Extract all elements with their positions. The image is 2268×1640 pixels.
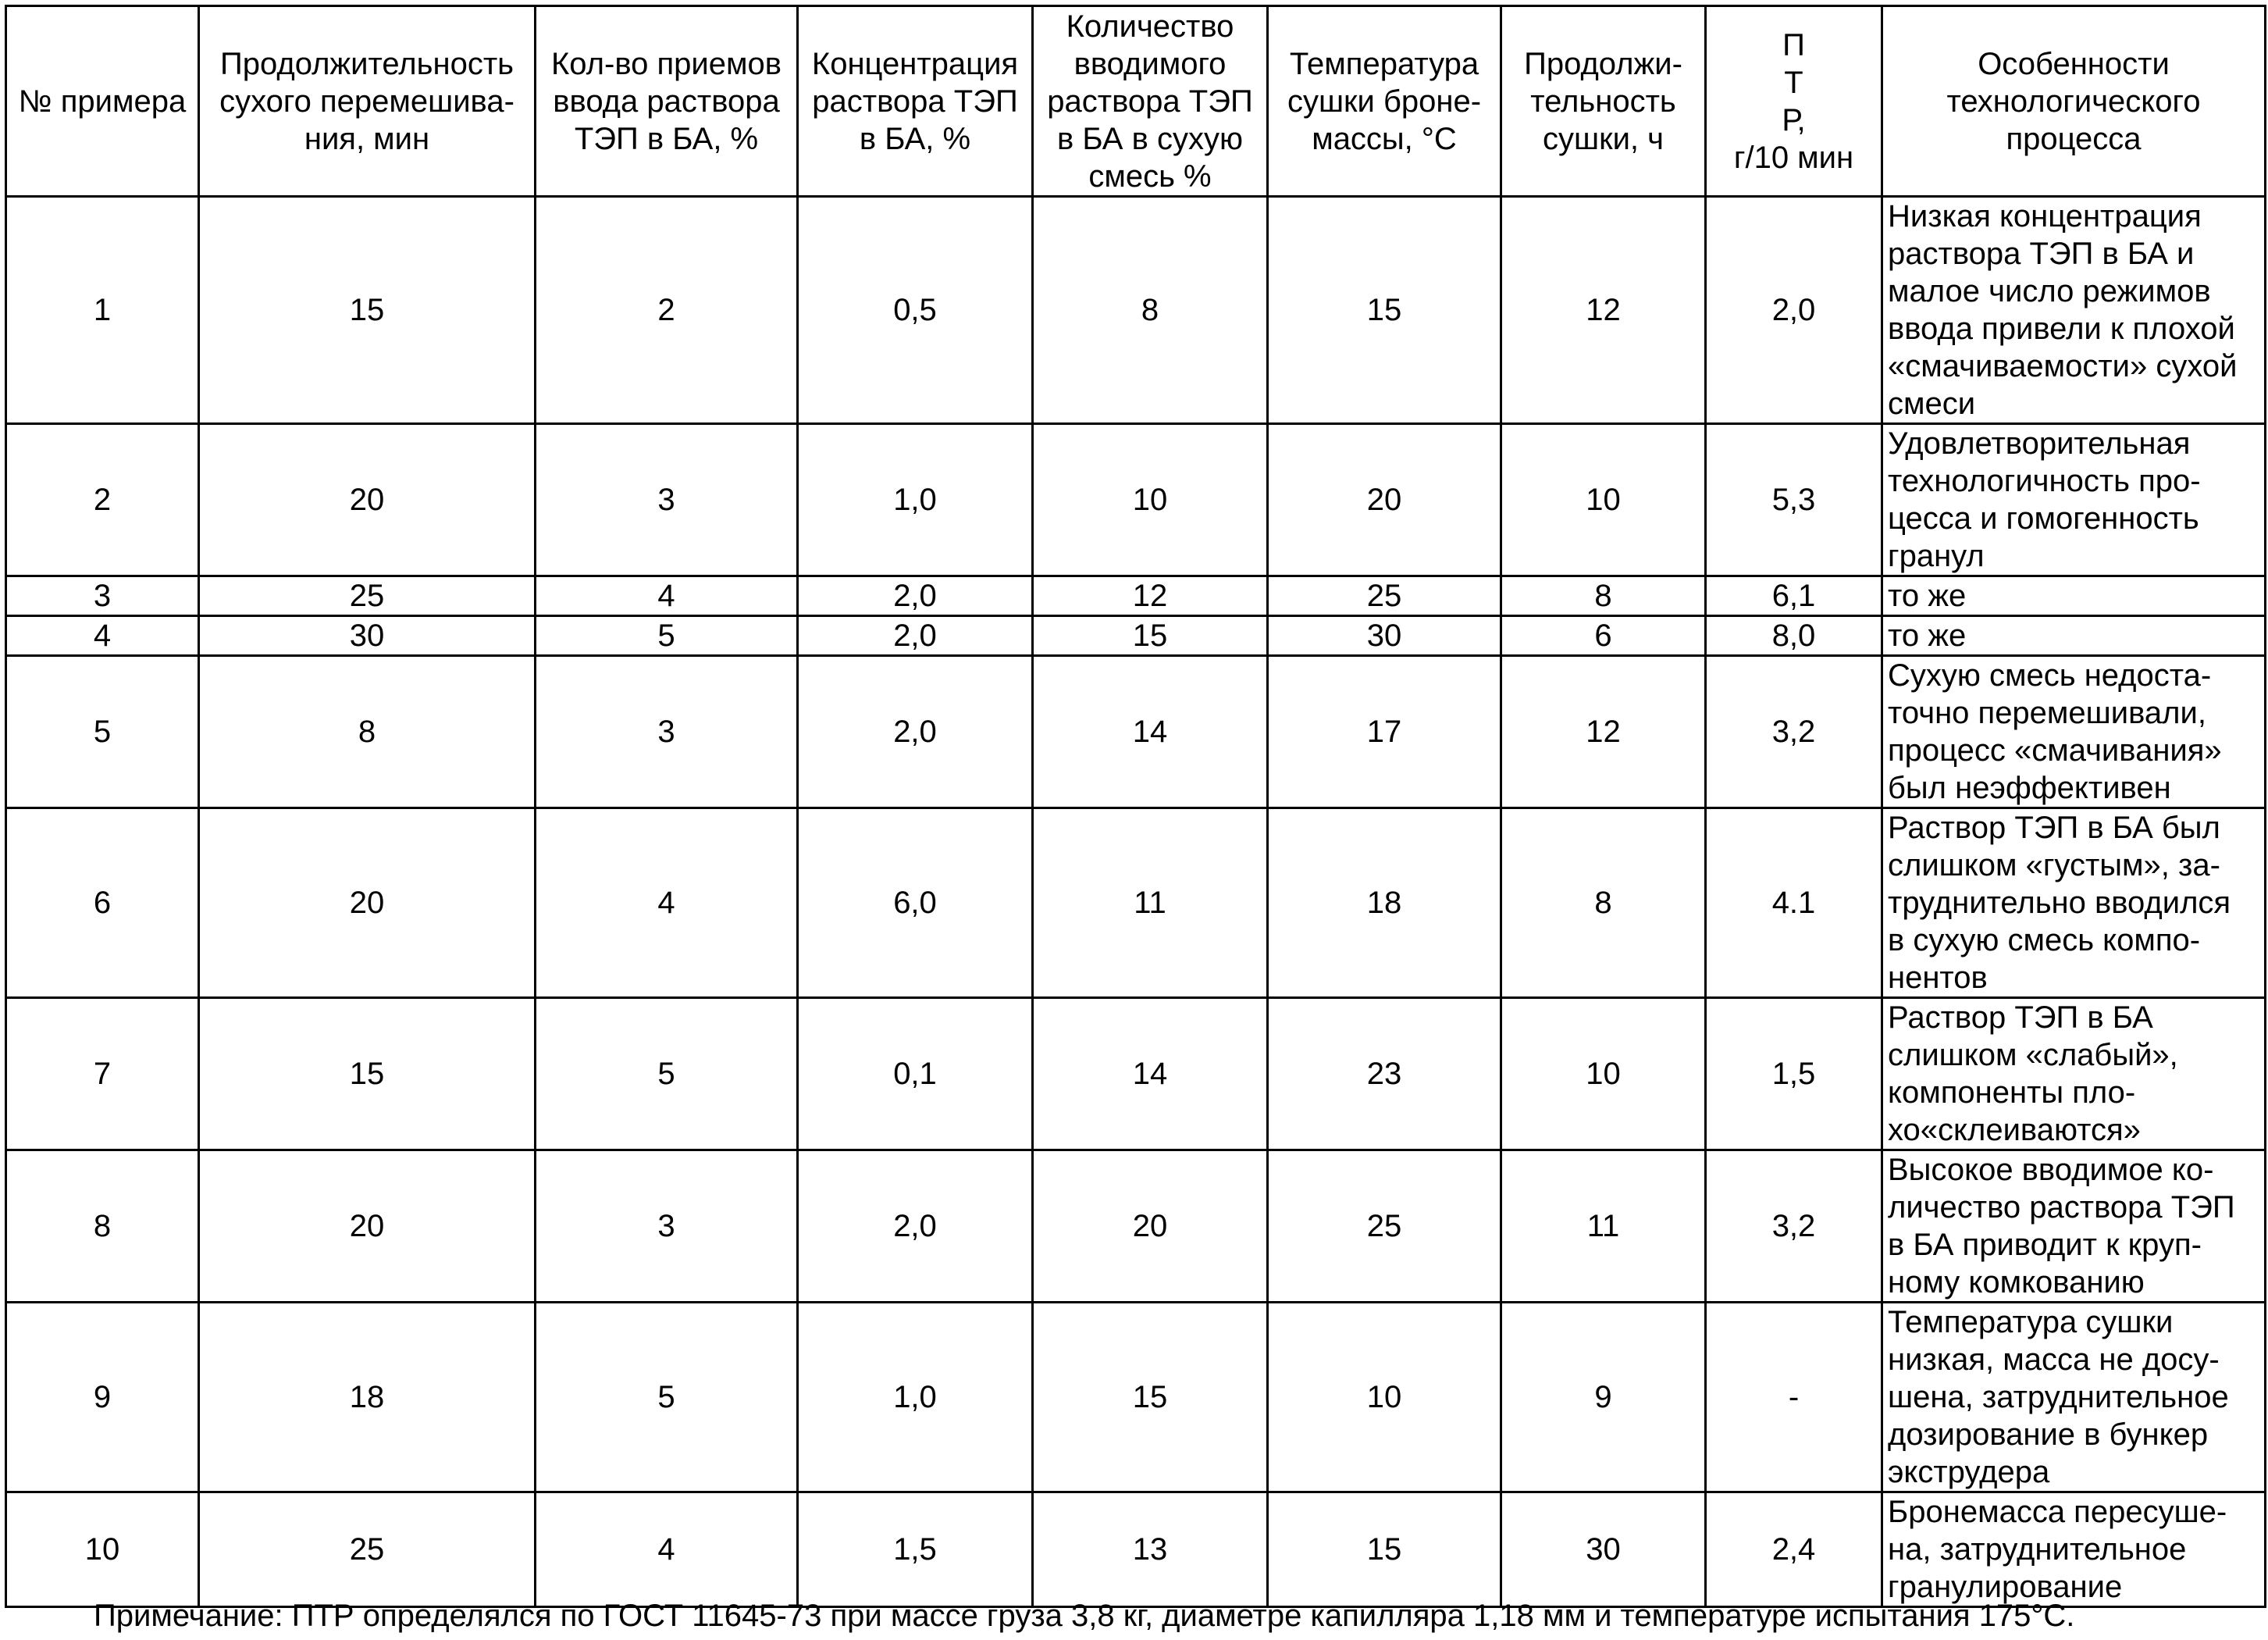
cell-solution-concentration: 1,0 <box>798 424 1033 576</box>
cell-melt-flow-rate: 6,1 <box>1706 576 1882 616</box>
cell-dry-mixing-duration: 15 <box>199 197 536 424</box>
table-row <box>6 998 2266 1150</box>
cell-example-number: 5 <box>6 656 199 808</box>
cell-solution-concentration: 0,5 <box>798 197 1033 424</box>
header-solution-amount: Количество вводимого раствора ТЭП в БА в сухую смесь % <box>1033 6 1268 197</box>
cell-drying-temperature: 15 <box>1268 197 1501 424</box>
cell-dry-mixing-duration: 15 <box>199 998 536 1150</box>
cell-drying-temperature: 25 <box>1268 1150 1501 1303</box>
cell-example-number: 3 <box>6 576 199 616</box>
cell-drying-duration: 9 <box>1501 1303 1706 1492</box>
cell-dry-mixing-duration: 18 <box>199 1303 536 1492</box>
cell-solution-concentration: 2,0 <box>798 576 1033 616</box>
cell-dry-mixing-duration: 30 <box>199 616 536 656</box>
cell-drying-temperature: 15 <box>1268 1492 1501 1607</box>
cell-example-number: 9 <box>6 1303 199 1492</box>
cell-dry-mixing-duration: 20 <box>199 808 536 998</box>
cell-solution-concentration: 1,0 <box>798 1303 1033 1492</box>
table-row <box>6 616 2266 656</box>
cell-example-number: 6 <box>6 808 199 998</box>
cell-melt-flow-rate: 4.1 <box>1706 808 1882 998</box>
table-row <box>6 1303 2266 1492</box>
table-row <box>6 576 2266 616</box>
cell-input-count: 4 <box>536 808 798 998</box>
cell-input-count: 3 <box>536 1150 798 1303</box>
cell-drying-temperature: 17 <box>1268 656 1501 808</box>
header-input-count: Кол-во приемов ввода раствора ТЭП в БА, % <box>536 6 798 197</box>
cell-solution-concentration: 2,0 <box>798 1150 1033 1303</box>
cell-melt-flow-rate: 8,0 <box>1706 616 1882 656</box>
table-body <box>6 197 2266 1607</box>
header-drying-temperature: Температура сушки броне- массы, °С <box>1268 6 1501 197</box>
cell-drying-duration: 11 <box>1501 1150 1706 1303</box>
cell-melt-flow-rate: 2,4 <box>1706 1492 1882 1607</box>
cell-solution-amount: 15 <box>1033 1303 1268 1492</box>
cell-input-count: 5 <box>536 616 798 656</box>
table-note: Примечание: ПТР определялся по ГОСТ 11645-73 при массе груза 3,8 кг, диаметре капилляра 1,18 мм и температуре испытания 175°С. <box>94 1597 2074 1635</box>
cell-solution-amount: 12 <box>1033 576 1268 616</box>
cell-dry-mixing-duration: 25 <box>199 576 536 616</box>
cell-drying-temperature: 10 <box>1268 1303 1501 1492</box>
cell-drying-duration: 6 <box>1501 616 1706 656</box>
header-solution-concentration: Концентрация раствора ТЭП в БА, % <box>798 6 1033 197</box>
cell-solution-concentration: 2,0 <box>798 616 1033 656</box>
cell-process-features: то же <box>1882 616 2266 656</box>
header-dry-mixing-duration: Продолжительность сухого перемешива- ния, мин <box>199 6 536 197</box>
table-row <box>6 424 2266 576</box>
cell-drying-temperature: 30 <box>1268 616 1501 656</box>
cell-solution-amount: 14 <box>1033 998 1268 1150</box>
cell-example-number: 8 <box>6 1150 199 1303</box>
cell-process-features: Удовлетворительная технологичность про- цесса и гомогенность гранул <box>1882 424 2266 576</box>
cell-example-number: 10 <box>6 1492 199 1607</box>
cell-input-count: 5 <box>536 1303 798 1492</box>
cell-example-number: 1 <box>6 197 199 424</box>
cell-drying-duration: 8 <box>1501 576 1706 616</box>
cell-solution-amount: 15 <box>1033 616 1268 656</box>
cell-dry-mixing-duration: 20 <box>199 424 536 576</box>
cell-input-count: 3 <box>536 656 798 808</box>
table-row <box>6 197 2266 424</box>
table-row <box>6 1150 2266 1303</box>
cell-drying-duration: 10 <box>1501 998 1706 1150</box>
cell-drying-temperature: 20 <box>1268 424 1501 576</box>
cell-drying-duration: 30 <box>1501 1492 1706 1607</box>
cell-solution-concentration: 6,0 <box>798 808 1033 998</box>
cell-process-features: Температура сушки низкая, масса не досу- шена, затруднительное дозирование в бункер экструдера <box>1882 1303 2266 1492</box>
data-table <box>5 5 2266 1608</box>
header-drying-duration: Продолжи- тельность сушки, ч <box>1501 6 1706 197</box>
cell-process-features: Сухую смесь недоста- точно перемешивали, процесс «смачивания» был неэффективен <box>1882 656 2266 808</box>
cell-process-features: Низкая концентрация раствора ТЭП в БА и малое число режимов ввода привели к плохой «смачиваемости» сухой смеси <box>1882 197 2266 424</box>
header-example-number: № примера <box>6 6 199 197</box>
header-melt-flow-rate: П Т Р, г/10 мин <box>1706 6 1882 197</box>
cell-solution-concentration: 2,0 <box>798 656 1033 808</box>
cell-input-count: 4 <box>536 1492 798 1607</box>
cell-melt-flow-rate: 3,2 <box>1706 1150 1882 1303</box>
cell-melt-flow-rate: 1,5 <box>1706 998 1882 1150</box>
cell-drying-temperature: 25 <box>1268 576 1501 616</box>
cell-solution-amount: 8 <box>1033 197 1268 424</box>
cell-process-features: Раствор ТЭП в БА был слишком «густым», за- труднительно вводился в сухую смесь компо- нентов <box>1882 808 2266 998</box>
cell-solution-concentration: 0,1 <box>798 998 1033 1150</box>
table-row <box>6 808 2266 998</box>
cell-drying-duration: 10 <box>1501 424 1706 576</box>
cell-process-features: то же <box>1882 576 2266 616</box>
cell-input-count: 5 <box>536 998 798 1150</box>
cell-melt-flow-rate: 3,2 <box>1706 656 1882 808</box>
cell-drying-duration: 12 <box>1501 197 1706 424</box>
cell-solution-amount: 14 <box>1033 656 1268 808</box>
cell-example-number: 2 <box>6 424 199 576</box>
cell-process-features: Раствор ТЭП в БА слишком «слабый», компоненты пло- хо«склеиваются» <box>1882 998 2266 1150</box>
cell-example-number: 7 <box>6 998 199 1150</box>
table-header-row <box>6 6 2266 197</box>
cell-solution-amount: 20 <box>1033 1150 1268 1303</box>
table-row <box>6 1492 2266 1607</box>
cell-melt-flow-rate: 2,0 <box>1706 197 1882 424</box>
cell-drying-duration: 12 <box>1501 656 1706 808</box>
cell-solution-amount: 13 <box>1033 1492 1268 1607</box>
cell-drying-temperature: 18 <box>1268 808 1501 998</box>
cell-solution-amount: 10 <box>1033 424 1268 576</box>
table-row <box>6 656 2266 808</box>
cell-dry-mixing-duration: 20 <box>199 1150 536 1303</box>
cell-input-count: 2 <box>536 197 798 424</box>
cell-example-number: 4 <box>6 616 199 656</box>
cell-melt-flow-rate: - <box>1706 1303 1882 1492</box>
cell-input-count: 4 <box>536 576 798 616</box>
cell-solution-concentration: 1,5 <box>798 1492 1033 1607</box>
cell-solution-amount: 11 <box>1033 808 1268 998</box>
cell-drying-duration: 8 <box>1501 808 1706 998</box>
cell-input-count: 3 <box>536 424 798 576</box>
header-process-features: Особенности технологического процесса <box>1882 6 2266 197</box>
cell-melt-flow-rate: 5,3 <box>1706 424 1882 576</box>
cell-process-features: Высокое вводимое ко- личество раствора ТЭП в БА приводит к круп- ному комкованию <box>1882 1150 2266 1303</box>
cell-process-features: Бронемасса пересуше- на, затруднительное гранулирование <box>1882 1492 2266 1607</box>
cell-dry-mixing-duration: 8 <box>199 656 536 808</box>
cell-drying-temperature: 23 <box>1268 998 1501 1150</box>
cell-dry-mixing-duration: 25 <box>199 1492 536 1607</box>
